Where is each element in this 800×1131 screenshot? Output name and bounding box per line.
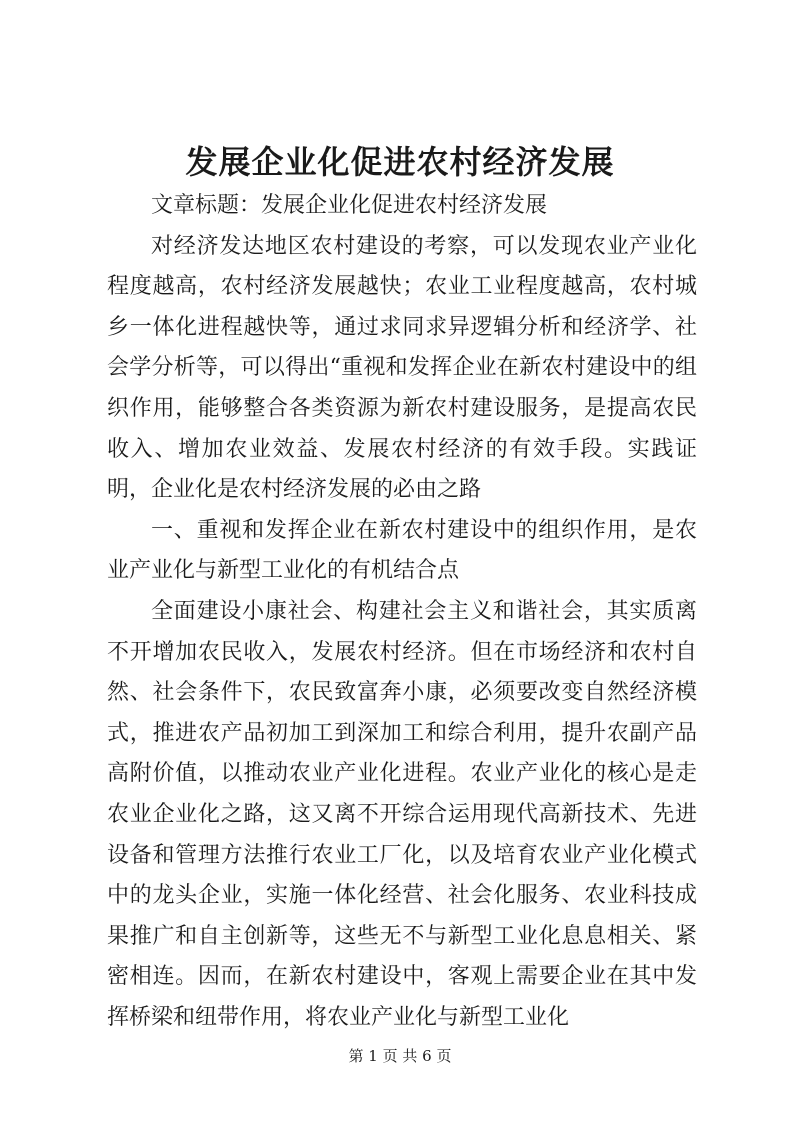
document-title: 发展企业化促进农村经济发展 <box>185 143 615 181</box>
paragraph-article-title: 文章标题：发展企业化促进农村经济发展 <box>151 193 548 218</box>
paragraph-section-heading: 一、重视和发挥企业在新农村建设中的组织作用，是农业产业化与新型工业化的有机结合点 <box>107 517 697 584</box>
paragraph-intro: 对经济发达地区农村建设的考察，可以发现农业产业化程度越高，农村经济发展越快；农业工业程度越高，农村城乡一体化进程越快等，通过求同求异逻辑分析和经济学、社会学分析等，可以得出“重视和发挥企业在新农村建设中的组织作用，能够整合各类资源为新农村建设服务，是提高农民收入、增加农业效益、发展农村经济的有效手段。实践证明，企业化是农村经济发展的必由之路 <box>107 233 697 503</box>
paragraph-body: 全面建设小康社会、构建社会主义和谐社会，其实质离不开增加农民收入，发展农村经济。但在市场经济和农村自然、社会条件下，农民致富奔小康，必须要改变自然经济模式，推进农产品初加工到深加工和综合利用，提升农副产品高附价值，以推动农业产业化进程。农业产业化的核心是走农业企业化之路，这又离不开综合运用现代高新技术、先进设备和管理方法推行农业工厂化，以及培育农业产业化模式中的龙头企业，实施一体化经营、社会化服务、农业科技成果推广和自主创新等，这些无不与新型工业化息息相关、紧密相连。因而，在新农村建设中，客观上需要企业在其中发挥桥梁和纽带作用，将农业产业化与新型工业化 <box>107 598 697 1030</box>
document-body <box>107 186 697 1038</box>
page-footer: 第 1 页 共 6 页 <box>348 1047 452 1065</box>
